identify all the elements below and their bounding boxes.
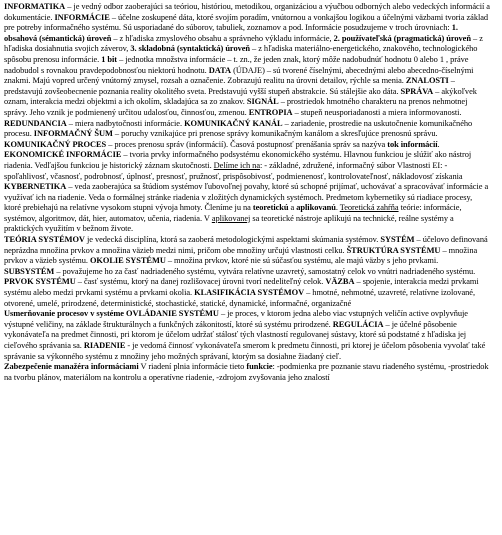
term-heading: ŠTRUKTÚRA SYSTÉMU — [346, 245, 441, 255]
term-heading: ZNALOSTI — [405, 76, 449, 86]
term-heading: INFORMATIKA — [4, 2, 66, 11]
body-text: – akýkoľvek oznam, interakcia medzi objektmi a ich okolím, skladajúca sa zo znakov. — [4, 86, 477, 107]
term-heading: TEÓRIA SYSTÉMOV — [4, 235, 85, 245]
body-text: a — [288, 203, 297, 213]
body-text: – tvoria prvky informačného podsystému ekonomického systému. Hlavnou funkciou je slúžiť ako nástroj riadenia. Vedľajšou funkciou je historický záznam skutočnosti. — [4, 150, 472, 170]
body-text: . — [437, 139, 440, 149]
term-heading: SIGNÁL — [246, 97, 279, 107]
body-text: – stupeň neusporiadanosti a miera informovanosti. — [292, 107, 462, 117]
body-text: (ÚDAJE) – sú tvorené číselnými, abecednými alebo abecedno-číselnými znakmi. Majú vopred určený vnútorný zmysel, rozsah a označenie. Zobrazujú realitu na úrovni detailov, rýchle sa menia. — [4, 65, 474, 86]
body-text: – časť systému, ktorý na danej rozlišovacej úrovni tvorí nedeliteľný celok. — [75, 277, 326, 287]
document-body — [4, 2, 490, 383]
body-text: : -podmienka pre poznanie stavu riadeného systému, -prostriedok na tvorbu plánov, materiálom na kontrolu a operatívne riadenie, -zdrojom zvyšovania jeho znalostí — [4, 362, 489, 382]
body-text: – prostriedok hmotného charakteru na prenos nehmotnej správy. Jeho vznik je podmienený určitou udalosťou, činnosťou, zmenou. — [4, 97, 468, 117]
term-heading: VÄZBA — [325, 277, 355, 287]
body-text: : - základné, združené, informačný súbor Vlastnosti EI: - spoľahlivosť, včasnosť, podrobnosť, úplnosť, presnosť, pružnosť, prispôsobivosť, podmienenosť, kontrolovateľnosť, nákladovosť získania — [4, 160, 463, 181]
body-text: – z hľadiska materiálno-energetického, znakového, technologického spôsobu prenosu informácie. — [4, 44, 478, 64]
body-text: – účelovo definovaná neprázdna množina prvkov a množina väzieb medzi nimi, pričom obe množiny určujú vlastnosti celku. — [4, 235, 488, 255]
term-heading: SYSTÉM — [380, 235, 415, 245]
body-text: – predstavujú zovšeobecnenie poznania reality okolitého sveta. Predstavujú vyšší stupeň abstrakcie. Sú stálejšie ako dáta. — [4, 76, 455, 96]
body-text: sa teoretické nástroje aplikujú na technické, reálne systémy a praktických využitím v bežnom živote. — [4, 213, 454, 234]
document-paragraph — [4, 362, 490, 383]
term-heading: RIADENIE — [83, 341, 126, 350]
term-heading: 3. skladobná (syntaktická) úroveň — [130, 44, 250, 54]
term-heading: aplikovanú — [296, 203, 336, 213]
term-heading: Usmerňovanie procesov v systéme OVLÁDANIE SYSTÉMU — [4, 309, 219, 319]
body-text: – jednotka množstva informácie – t. zn., že jeden znak, ktorý môže nadobudnúť hodnotu 0 alebo 1 , práve nadobudol s rovnakou pravdepodobnosťou niektorú hodnotu. — [4, 54, 469, 75]
body-text: . — [335, 203, 340, 213]
body-text: – veda zaoberajúca sa štúdiom systémov ľubovoľnej povahy, ktoré sú schopné prijímať, uchovávať a spracovávať informácie a využívať ich na riadenie. Veda o formálnej stránke riadenia v zložitých dynamických systémoch. Predmetom kybernetiky sú riadiace procesy, ktoré prebiehajú na relatívne vysokom stupni vývoja hmoty. Členíme ju na — [4, 182, 489, 213]
body-text: teórie: informácie, systémov, algoritmov, dát, hier, automatov, učenia, riadenia. V — [4, 203, 462, 223]
term-heading: PRVOK SYSTÉMU — [4, 277, 76, 287]
term-heading: KOMUNIKAČNÝ PROCES — [4, 139, 107, 149]
body-text: – z hľadiska zmyslového obsahu a správneho výkladu informácie, — [111, 33, 334, 43]
underlined-text: Teoretická zahŕňa — [339, 203, 399, 213]
body-text: – množina prvkov, ktoré nie sú súčasťou systému, ale majú väzby s jeho prvkami. — [165, 256, 439, 266]
document-paragraph — [4, 309, 490, 362]
underlined-text: Delíme ich na — [213, 160, 260, 170]
term-heading: 1. obsahová (sémantická) úroveň — [4, 23, 458, 43]
term-heading: Zabezpečenie manažéra informáciami — [4, 362, 139, 372]
term-heading: KYBERNETIKA — [4, 182, 67, 192]
document-paragraph — [4, 235, 490, 309]
term-heading: tok informácií — [387, 139, 438, 149]
term-heading: EKONOMICKÉ INFORMÁCIE — [4, 150, 122, 160]
term-heading: KOMUNIKAČNÝ KANÁL — [184, 118, 283, 128]
underlined-text: aplikovanej — [211, 213, 251, 223]
term-heading: KLASIFIKÁCIA SYSTÉMOV — [194, 288, 305, 298]
body-text: – zariadenie, prostredie na uskutočnenie komunikačného procesu. — [4, 118, 473, 139]
term-heading: 1 bit — [101, 54, 118, 64]
term-heading: DATA — [208, 65, 232, 75]
term-heading: funkcie — [246, 362, 273, 372]
body-text: – účelne zoskupené dáta, ktoré svojím poradím, vnútornou a vonkajšou logikou a účelnými väzbami tvoria základ pre potreby informačného systému. Sú usporiadané do súborov, tabuliek, zoznamov a pod. Informácie posudzujeme v troch úrovniach: — [4, 12, 489, 33]
body-text: – proces prenosu správ (informácií). Časová postupnosť prenášania správ sa nazýva — [106, 139, 388, 149]
document-paragraph — [4, 182, 490, 235]
body-text: – spojenie, interakcia medzi prvkami systému alebo medzi prvkami systému a prvkami okolia. — [4, 277, 479, 298]
term-heading: SPRÁVA — [400, 86, 434, 96]
body-text: – hmotné, nehmotné, uzavreté, relatívne izolované, otvorené, umelé, prirodzené, deterministické, stochastické, statické, dynamické, informačné, organizačné — [4, 288, 476, 308]
term-heading: teoretickú — [252, 203, 289, 213]
body-text: – množina prvkov a väzieb systému. — [4, 245, 478, 266]
body-text: je vedecká disciplína, ktorá sa zaoberá metodologickými aspektami skúmania systémov. — [84, 235, 381, 245]
document-paragraph — [4, 2, 490, 182]
term-heading: SUBSYSTÉM — [4, 266, 55, 276]
term-heading: INFORMAČNÝ ŠUM — [33, 129, 113, 139]
term-heading: ENTROPIA — [248, 107, 293, 117]
body-text: V riadení plnia informácie tieto — [138, 362, 247, 372]
body-text: – je proces, v ktorom jedna alebo viac vstupných veličín active ovplyvňuje výstupné veličiny, na základe štrukturálnych a funkčných zákonitostí, ktoré sú systému prirodzené. — [4, 309, 468, 329]
body-text: - je vedomá činnosť vykonávateľa smerom k predmetu činnosti, pri ktorej je účelom pôsobenia vyvolať také správanie sa výkonného systému z množiny jeho možných správaní, ktorým sa dosiahne žiadaný cieľ. — [4, 341, 486, 361]
body-text: – z hľadiska dosiahnutia svojich záverov, — [4, 33, 483, 54]
term-heading: INFORMÁCIE — [54, 12, 110, 22]
term-heading: REDUNDANCIA — [4, 118, 67, 128]
term-heading: REGULÁCIA — [332, 319, 384, 329]
body-text: – poruchy vznikajúce pri prenose správy komunikačným kanálom a skresľujúce prenosnú správu. — [112, 129, 438, 139]
term-heading: 2. používateľská (pragmatická) úroveň — [333, 33, 471, 43]
body-text: – miera nadbytočnosti informácie. — [66, 118, 185, 128]
body-text: – je vedný odbor zaoberajúci sa teóriou, históriou, metodikou, organizáciou a výučbou odborných alebo vedeckých informácií a dokumentácie. — [4, 2, 490, 22]
body-text: – je účelné pôsobenie vykonávateľa na predmet činnosti, pri ktorom je účelom udržať stálosť tých vlastností regulovanej sústavy, ktoré sú podstatné z hľadiska jej cieľového správania sa. — [4, 319, 467, 350]
term-heading: OKOLIE SYSTÉMU — [89, 256, 166, 266]
body-text: – považujeme ho za časť nadriadeného systému, vytvára relatívne uzavretý, samostatný celok vo vnútri nadriadeného systému. — [54, 266, 476, 276]
